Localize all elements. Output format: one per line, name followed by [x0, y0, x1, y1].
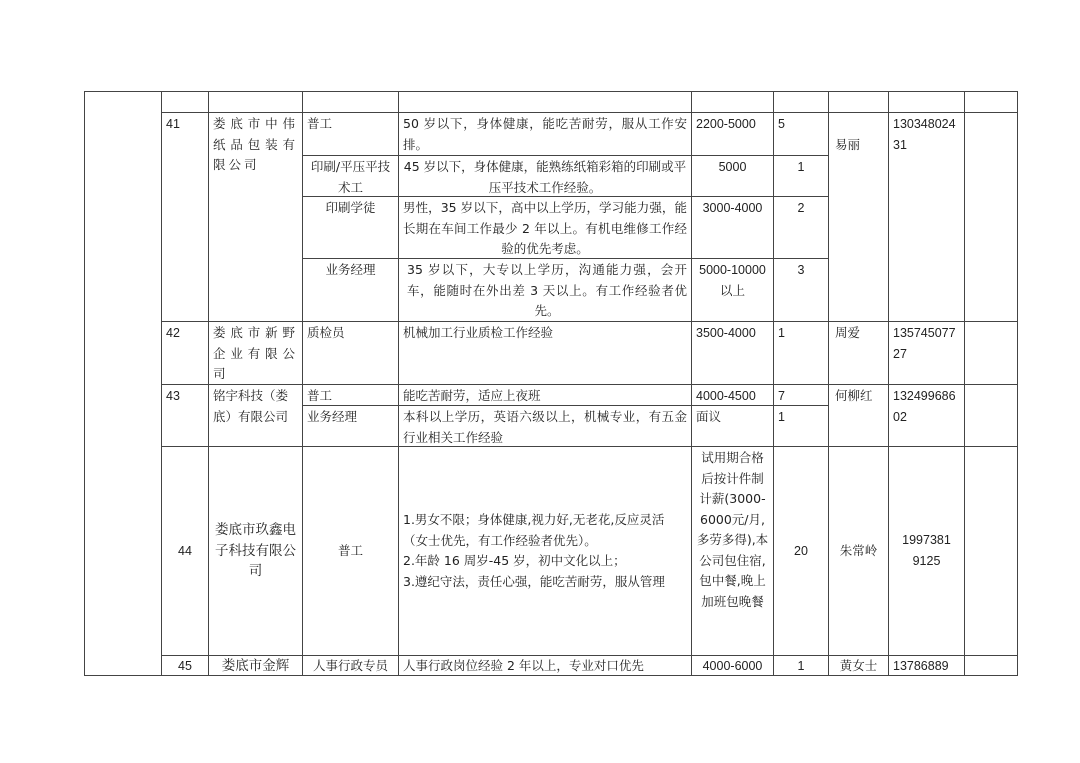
company-name: 娄底市玖鑫电子科技有限公司: [215, 522, 296, 579]
headcount: 1: [797, 659, 805, 673]
job-requirements: 能吃苦耐劳，适应上夜班: [403, 388, 541, 403]
headcount: 3: [797, 263, 805, 277]
company-name: 娄底市金辉: [221, 658, 290, 674]
company-name: 铭宇科技（娄底）有限公司: [213, 388, 289, 424]
job-title: 普工: [307, 116, 333, 131]
salary: 面议: [696, 410, 722, 424]
job-title: 印刷/平压平技术工: [310, 159, 391, 195]
row-number: 42: [166, 326, 180, 340]
headcount: 1: [797, 160, 805, 174]
row-number: 43: [166, 389, 180, 403]
salary: 试用期合格后按计件制计薪(3000-6000元/月,多劳多得),本公司包住宿,包中餐,晚上加班包晚餐: [696, 450, 769, 609]
company-name: 娄底市新野企业有限公司: [213, 325, 298, 381]
job-title: 质检员: [307, 325, 345, 340]
headcount: 20: [794, 544, 808, 558]
headcount: 5: [778, 117, 785, 131]
headcount: 1: [778, 410, 785, 424]
contact-person: 朱常岭: [839, 543, 878, 558]
job-title: 普工: [337, 543, 363, 558]
contact-person: 易丽: [835, 137, 861, 152]
row-number: 41: [166, 117, 180, 131]
contact-person: 黄女士: [839, 658, 878, 673]
job-title: 印刷学徒: [325, 200, 376, 215]
row-number: 45: [178, 659, 192, 673]
salary: 3500-4000: [696, 326, 756, 340]
row-number: 44: [178, 544, 192, 558]
salary: 2200-5000: [696, 117, 756, 131]
headcount: 7: [778, 389, 785, 403]
job-title: 普工: [307, 388, 333, 403]
salary: 5000-10000 以上: [699, 263, 766, 298]
job-requirements: 本科以上学历，英语六级以上，机械专业，有五金行业相关工作经验: [403, 409, 687, 445]
headcount: 1: [778, 326, 785, 340]
job-requirements: 男性，35 岁以下，高中以上学历，学习能力强，能长期在车间工作最少 2 年以上。有机电维修工作经验的优先考虑。: [403, 200, 687, 256]
contact-person: 周爱: [835, 325, 861, 340]
contact-phone: 13249968602: [893, 389, 956, 424]
contact-phone: 13786889: [893, 659, 949, 673]
job-requirements: 机械加工行业质检工作经验: [403, 325, 554, 340]
job-title: 人事行政专员: [312, 658, 388, 673]
requirement-line: 2.年龄 16 周岁-45 岁，初中文化以上；: [403, 553, 626, 568]
salary: 4000-6000: [702, 659, 763, 673]
job-title: 业务经理: [325, 262, 376, 277]
job-title: 业务经理: [307, 409, 358, 424]
requirement-line: 1.男女不限；身体健康,视力好,无老花,反应灵活（女士优先，有工作经验者优先）。: [403, 512, 665, 548]
company-name: 娄底市中伟纸品包装有限公司: [213, 116, 298, 172]
contact-phone: 19973819125: [902, 533, 951, 568]
job-requirements: 45 岁以下，身体健康，能熟练纸箱彩箱的印刷或平压平技术工作经验。: [403, 159, 687, 195]
job-requirements: 35 岁以下，大专以上学历，沟通能力强，会开车，能随时在外出差 3 天以上。有工作经验者优先。: [407, 262, 687, 318]
table-border-left: [84, 91, 85, 676]
requirement-line: 3.遵纪守法，责任心强，能吃苦耐劳，服从管理: [403, 573, 665, 589]
salary: 5000: [718, 160, 747, 174]
contact-phone: 13034802431: [893, 117, 956, 152]
job-requirements: 50 岁以下，身体健康，能吃苦耐劳，服从工作安排。: [403, 116, 687, 152]
salary: 3000-4000: [702, 201, 763, 215]
job-requirements: [399, 509, 691, 593]
headcount: 2: [797, 201, 805, 215]
salary: 4000-4500: [696, 389, 756, 403]
contact-phone: 13574507727: [893, 326, 956, 361]
table-border-top: [84, 91, 1018, 92]
contact-person: 何柳红: [835, 388, 873, 403]
job-requirements: 人事行政岗位经验 2 年以上，专业对口优先: [403, 658, 644, 673]
